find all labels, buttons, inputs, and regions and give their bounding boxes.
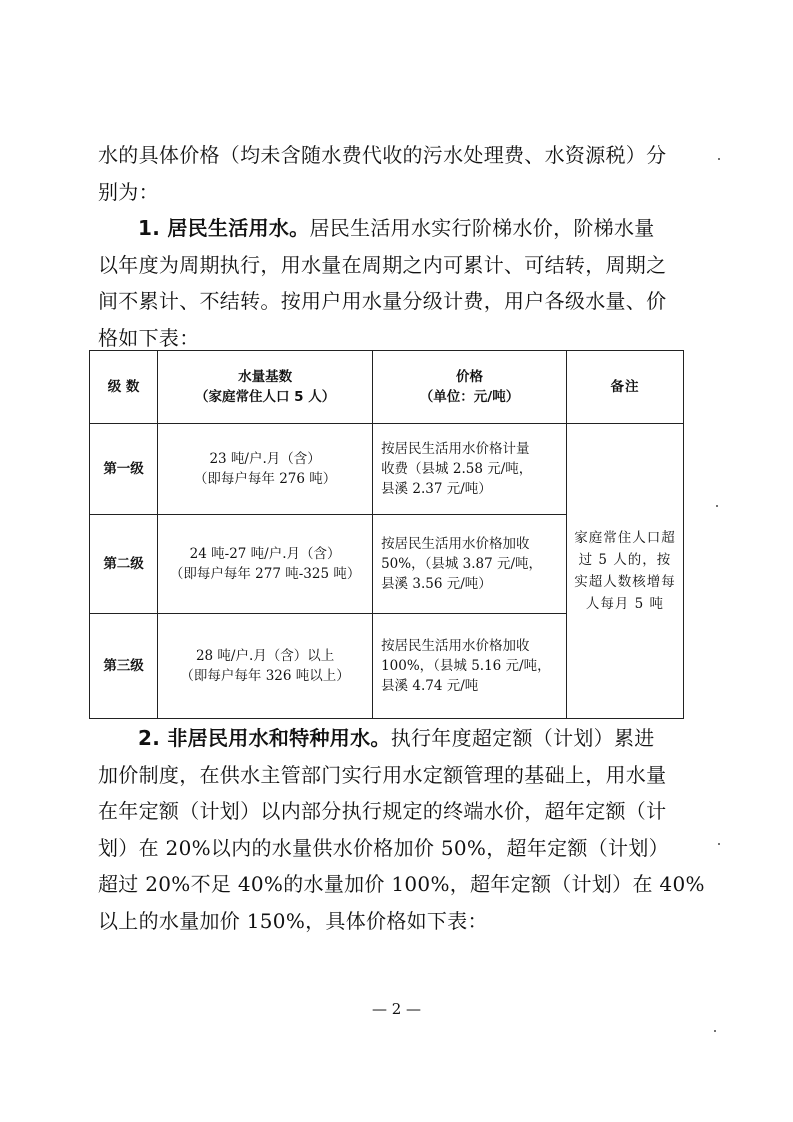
header-note: 备注 — [566, 351, 683, 424]
section-1-line-3: 间不累计、不结转。按用户用水量分级计费，用户各级水量、价 — [98, 289, 667, 313]
tier-base: 24 吨-27 吨/户.月（含） （即每户每年 277 吨-325 吨） — [158, 515, 373, 614]
intro-line-1: 水的具体价格（均未含随水费代收的污水处理费、水资源税）分 — [98, 143, 667, 167]
tier-level: 第一级 — [90, 424, 158, 515]
tier-price: 按居民生活用水价格加收 50%，（县城 3.87 元/吨， 县溪 3.56 元/吨） — [373, 515, 567, 614]
table-row — [90, 424, 684, 515]
section-2-paragraph — [98, 720, 710, 939]
tier-base: 23 吨/户.月（含） （即每户每年 276 吨） — [158, 424, 373, 515]
section-2-line-3: 在年定额（计划）以内部分执行规定的终端水价，超年定额（计 — [98, 799, 667, 823]
section-2-heading: 2. 非居民用水和特种用水。 — [138, 726, 391, 750]
scan-speck — [716, 505, 718, 507]
scan-speck — [718, 158, 720, 160]
residential-water-tier-table — [89, 350, 684, 719]
section-2-line-1: 执行年度超定额（计划）累进 — [390, 726, 655, 750]
section-2-line-6: 以上的水量加价 150%，具体价格如下表： — [98, 908, 488, 933]
section-1-heading: 1. 居民生活用水。 — [138, 216, 310, 240]
scan-speck — [718, 843, 720, 845]
tier-base: 28 吨/户.月（含）以上 （即每户每年 326 吨以上） — [158, 614, 373, 719]
section-1-paragraph — [98, 210, 710, 356]
section-1-line-1: 居民生活用水实行阶梯水价，阶梯水量 — [309, 216, 655, 240]
tier-note: 家庭常住人口超过 5 人的，按实超人数核增每人每月 5 吨 — [566, 424, 683, 719]
section-1-line-4: 格如下表： — [98, 325, 200, 350]
intro-paragraph — [98, 137, 710, 210]
section-2-line-2: 加价制度，在供水主管部门实行用水定额管理的基础上，用水量 — [98, 762, 667, 787]
tier-level: 第三级 — [90, 614, 158, 719]
page-number: — 2 — — [371, 1000, 422, 1018]
tier-level: 第二级 — [90, 515, 158, 614]
intro-line-2: 别为： — [98, 179, 159, 204]
section-2-line-5: 超过 20%不足 40%的水量加价 100%，超年定额（计划）在 40% — [98, 872, 705, 896]
tier-price: 按居民生活用水价格计量 收费（县城 2.58 元/吨， 县溪 2.37 元/吨） — [373, 424, 567, 515]
table-header-row — [90, 351, 684, 424]
section-1-line-2: 以年度为周期执行，用水量在周期之内可累计、可结转，周期之 — [98, 252, 667, 277]
header-price: 价格 （单位：元/吨） — [373, 351, 567, 424]
tier-price: 按居民生活用水价格加收 100%，（县城 5.16 元/吨， 县溪 4.74 元/吨 — [373, 614, 567, 719]
header-level: 级 数 — [90, 351, 158, 424]
scan-speck — [714, 1030, 716, 1032]
header-water-base: 水量基数 （家庭常住人口 5 人） — [158, 351, 373, 424]
section-2-line-4: 划）在 20%以内的水量供水价格加价 50%，超年定额（计划） — [98, 835, 669, 860]
